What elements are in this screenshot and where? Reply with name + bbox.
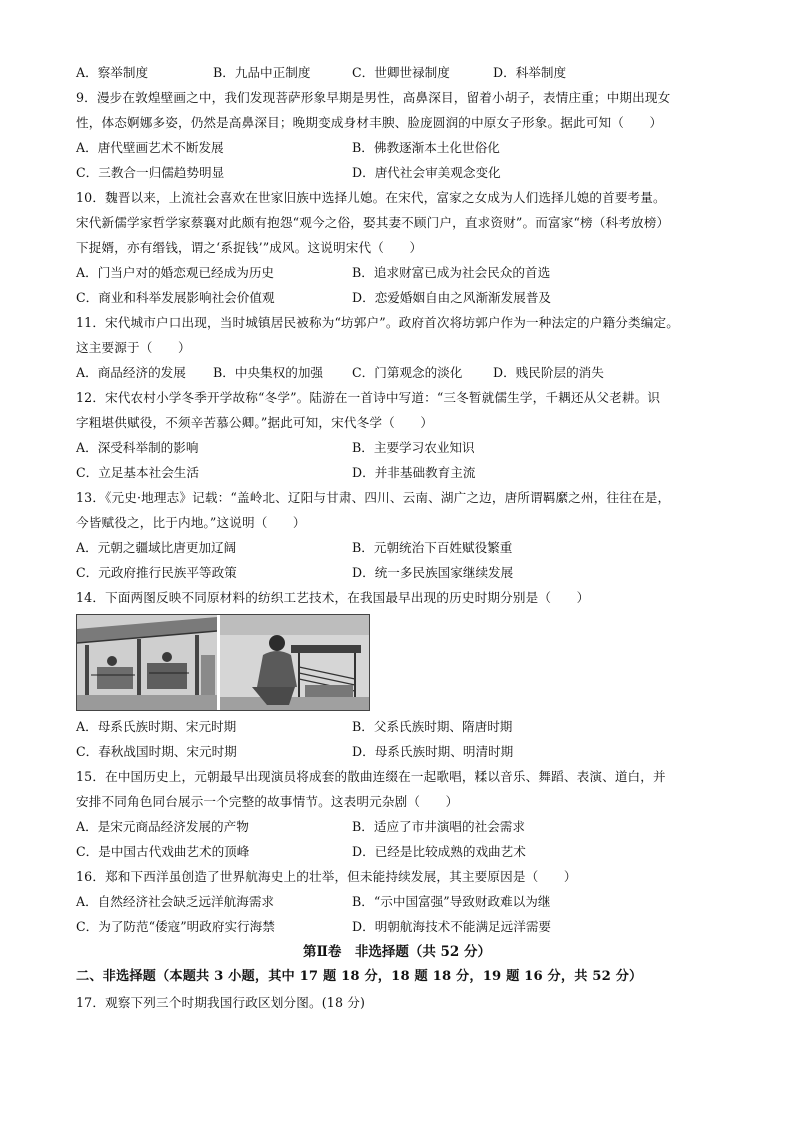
q10-option-d: D．恋爱婚姻自由之风渐渐发展普及 [352, 290, 552, 305]
q13-option-b: B．元朝统治下百姓赋役繁重 [352, 540, 513, 555]
q10-option-b: B．追求财富已成为社会民众的首选 [352, 265, 551, 280]
q12-option-b: B．主要学习农业知识 [352, 440, 475, 455]
q13-option-d: D．统一多民族国家继续发展 [352, 565, 514, 580]
q15-stem-line1: 15．在中国历史上，元朝最早出现演员将成套的散曲连缀在一起歌唱，糅以音乐、舞蹈、表演、道白，并 [76, 769, 666, 784]
q8-option-a: A．察举制度 [76, 65, 149, 80]
q9-stem-line1: 9．漫步在敦煌壁画之中，我们发现菩萨形象早期是男性，高鼻深目，留着小胡子，表情庄重；中期出现女 [76, 90, 671, 105]
q10-option-c: C．商业和科举发展影响社会价值观 [76, 290, 275, 305]
q16-option-a: A．自然经济社会缺乏远洋航海需求 [76, 894, 275, 909]
q10-option-a: A．门当户对的婚恋观已经成为历史 [76, 265, 275, 280]
q16-option-c: C．为了防范“倭寇”明政府实行海禁 [76, 919, 275, 934]
q11-stem-line2: 这主要源于（ ） [76, 340, 191, 355]
q15-option-d: D．已经是比较成熟的戏曲艺术 [352, 844, 526, 859]
q10-stem-line2: 宋代新儒学家哲学家蔡襄对此颇有抱怨“观今之俗，娶其妻不顾门户，直求资财”。而富家“榜（科考放榜） [76, 215, 670, 230]
q8-option-b: B．九品中正制度 [213, 65, 311, 80]
q14-option-d: D．母系氏族时期、明清时期 [352, 744, 514, 759]
q15-stem-line2: 安排不同角色同台展示一个完整的故事情节。这表明元杂剧（ ） [76, 794, 459, 809]
weaving-scenes-picture [77, 615, 369, 710]
q12-option-c: C．立足基本社会生活 [76, 465, 199, 480]
q12-stem-line1: 12．宋代农村小学冬季开学故称“冬学”。陆游在一首诗中写道：“三冬暂就儒生学，千耦还从父老耕。识 [76, 390, 661, 405]
q14-option-b: B．父系氏族时期、隋唐时期 [352, 719, 513, 734]
part-2-heading: 二、非选择题（本题共 3 小题，其中 17 题 18 分，18 题 18 分，19 题 16 分，共 52 分） [76, 969, 643, 984]
q10-stem-line3: 下捉婿，亦有缗钱，谓之‘系捉钱’”成风。这说明宋代（ ） [76, 240, 423, 255]
q9-stem-line2: 性，体态婀娜多姿，仍然是高鼻深目；晚期变成身材丰腴、脸庞圆润的中原女子形象。据此可知（ ） [76, 115, 663, 130]
q8-option-d: D．科举制度 [493, 65, 567, 80]
q9-option-d: D．唐代社会审美观念变化 [352, 165, 501, 180]
q14-option-a: A．母系氏族时期、宋元时期 [76, 719, 237, 734]
q11-stem-line1: 11．宋代城市户口出现，当时城镇居民被称为“坊郭户”。政府首次将坊郭户作为一种法定的户籍分类编定。 [76, 315, 679, 330]
q8-option-c: C．世卿世禄制度 [352, 65, 450, 80]
q13-stem-line1: 13．《元史·地理志》记载：“盖岭北、辽阳与甘肃、四川、云南、湖广之边，唐所谓羁縻之州，往往在是， [76, 490, 671, 505]
q11-option-b: B．中央集权的加强 [213, 365, 324, 380]
q16-option-b: B．“示中国富强”导致财政难以为继 [352, 894, 551, 909]
q11-option-a: A．商品经济的发展 [76, 365, 186, 380]
q14-option-c: C．春秋战国时期、宋元时期 [76, 744, 237, 759]
q15-option-b: B．适应了市井演唱的社会需求 [352, 819, 525, 834]
q15-option-c: C．是中国古代戏曲艺术的顶峰 [76, 844, 250, 859]
q11-option-c: C．门第观念的淡化 [352, 365, 463, 380]
q13-option-a: A．元朝之疆域比唐更加辽阔 [76, 540, 237, 555]
q12-stem-line2: 字粗堪供赋役，不须辛苦慕公卿。”据此可知，宋代冬学（ ） [76, 415, 434, 430]
q11-option-d: D．贱民阶层的消失 [493, 365, 604, 380]
q12-option-d: D．并非基础教育主流 [352, 465, 476, 480]
q13-stem-line2: 今皆赋役之，比于内地。”这说明（ ） [76, 515, 306, 530]
q9-option-c: C．三教合一归儒趋势明显 [76, 165, 225, 180]
q10-stem-line1: 10．魏晋以来，上流社会喜欢在世家旧族中选择儿媳。在宋代，富家之女成为人们选择儿媳的首要考量。 [76, 190, 666, 205]
q16-option-d: D．明朝航海技术不能满足远洋需要 [352, 919, 552, 934]
q14-stem-line1: 14．下面两图反映不同原材料的纺织工艺技术，在我国最早出现的历史时期分别是（ ） [76, 590, 590, 605]
q17-stem-line1: 17．观察下列三个时期我国行政区划分图。(18 分) [76, 995, 366, 1010]
section-2-title: 第Ⅱ卷 非选择题（共 52 分） [302, 944, 492, 960]
q9-option-a: A．唐代壁画艺术不断发展 [76, 140, 224, 155]
q16-stem-line1: 16．郑和下西洋虽创造了世界航海史上的壮举，但未能持续发展，其主要原因是（ ） [76, 869, 577, 884]
q13-option-c: C．元政府推行民族平等政策 [76, 565, 237, 580]
q15-option-a: A．是宋元商品经济发展的产物 [76, 819, 249, 834]
weaving-illustrations [76, 614, 370, 711]
q12-option-a: A．深受科举制的影响 [76, 440, 199, 455]
q9-option-b: B．佛教逐渐本土化世俗化 [352, 140, 500, 155]
